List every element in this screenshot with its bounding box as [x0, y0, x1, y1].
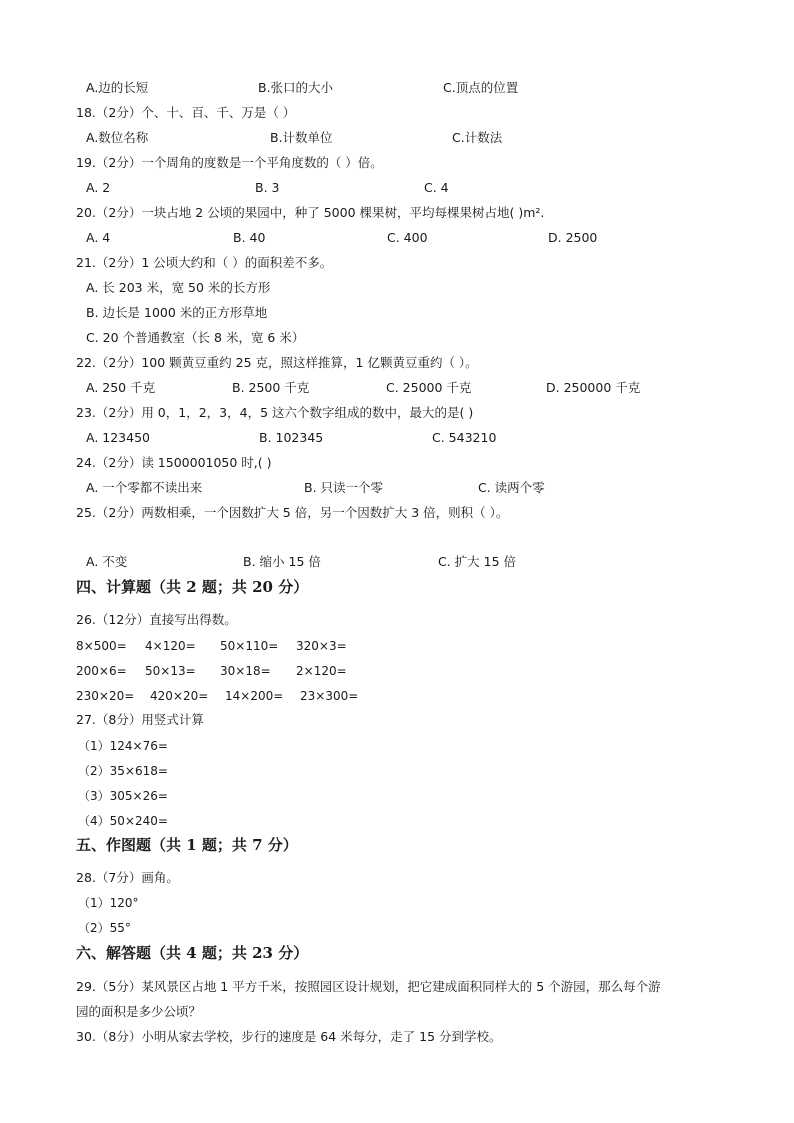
q28-stem: 28.（7分）画角。	[76, 870, 179, 885]
q22-option-d: D. 250000 千克	[546, 380, 641, 395]
q23-option-c: C. 543210	[432, 430, 497, 445]
q20-option-c: C. 400	[387, 230, 428, 245]
calc-item: 50×13=	[145, 664, 196, 678]
q21-option-c: C. 20 个普通教室（长 8 米，宽 6 米）	[86, 330, 305, 345]
q20-option-b: B. 40	[233, 230, 266, 245]
q18-option-c: C.计数法	[452, 130, 503, 145]
q20-stem: 20.（2分）一块占地 2 公顷的果园中，种了 5000 棵果树，平均每棵果树占地( )m².	[76, 205, 545, 220]
calc-item: 320×3=	[296, 639, 347, 653]
calc-item: 14×200=	[225, 689, 284, 703]
q25-option-a: A. 不变	[86, 554, 128, 569]
q19-option-b: B. 3	[255, 180, 280, 195]
calc-item: 8×500=	[76, 639, 127, 653]
q18-option-b: B.计数单位	[270, 130, 333, 145]
q17-option-b: B.张口的大小	[258, 80, 334, 95]
q30-stem: 30.（8分）小明从家去学校，步行的速度是 64 米每分，走了 15 分到学校。	[76, 1029, 502, 1044]
q29-line-2: 园的面积是多少公顷？	[76, 1004, 202, 1019]
calc-item: 230×20=	[76, 689, 135, 703]
q19-option-a: A. 2	[86, 180, 111, 195]
calc-item: 30×18=	[220, 664, 271, 678]
q23-option-b: B. 102345	[259, 430, 324, 445]
q17-option-c: C.顶点的位置	[443, 80, 519, 95]
q27-item: （4）50×240=	[78, 814, 168, 828]
section-heading-drawing: 五、作图题（共 1 题；共 7 分）	[76, 836, 298, 854]
q25-option-b: B. 缩小 15 倍	[243, 554, 321, 569]
q19-option-c: C. 4	[424, 180, 449, 195]
q25-option-c: C. 扩大 15 倍	[438, 554, 517, 569]
q27-item: （2）35×618=	[78, 764, 168, 778]
q24-option-a: A. 一个零都不读出来	[86, 480, 203, 495]
section-heading-word-problems: 六、解答题（共 4 题；共 23 分）	[76, 944, 309, 962]
q22-option-a: A. 250 千克	[86, 380, 156, 395]
q21-option-b: B. 边长是 1000 米的正方形草地	[86, 305, 268, 320]
calc-item: 2×120=	[296, 664, 347, 678]
q28-item: （2）55°	[78, 921, 131, 935]
q17-option-a: A.边的长短	[86, 80, 149, 95]
q27-item: （3）305×26=	[78, 789, 168, 803]
q27-item: （1）124×76=	[78, 739, 168, 753]
calc-item: 50×110=	[220, 639, 279, 653]
q21-option-a: A. 长 203 米，宽 50 米的长方形	[86, 280, 271, 295]
q28-item: （1）120°	[78, 896, 139, 910]
q23-option-a: A. 123450	[86, 430, 150, 445]
q23-stem: 23.（2分）用 0，1，2，3，4，5 这六个数字组成的数中，最大的是( )	[76, 405, 474, 420]
q26-stem: 26.（12分）直接写出得数。	[76, 612, 237, 627]
q21-stem: 21.（2分）1 公顷大约和（ ）的面积差不多。	[76, 255, 333, 270]
q20-option-d: D. 2500	[548, 230, 598, 245]
q18-option-a: A.数位名称	[86, 130, 149, 145]
calc-item: 200×6=	[76, 664, 127, 678]
q25-stem: 25.（2分）两数相乘，一个因数扩大 5 倍，另一个因数扩大 3 倍，则积（ ）。	[76, 505, 509, 520]
q20-option-a: A. 4	[86, 230, 111, 245]
q22-option-b: B. 2500 千克	[232, 380, 310, 395]
q24-option-b: B. 只读一个零	[304, 480, 384, 495]
q19-stem: 19.（2分）一个周角的度数是一个平角度数的（ ）倍。	[76, 155, 383, 170]
section-heading-calculation: 四、计算题（共 2 题；共 20 分）	[76, 578, 309, 596]
q29-line-1: 29.（5分）某风景区占地 1 平方千米，按照园区设计规划，把它建成面积同样大的 5 个游园，那么每个游	[76, 979, 661, 994]
q24-stem: 24.（2分）读 1500001050 时,( )	[76, 455, 272, 470]
q22-stem: 22.（2分）100 颗黄豆重约 25 克，照这样推算，1 亿颗黄豆重约（ ）。	[76, 355, 478, 370]
q22-option-c: C. 25000 千克	[386, 380, 472, 395]
q18-stem: 18.（2分）个、十、百、千、万是（ ）	[76, 105, 296, 120]
calc-item: 23×300=	[300, 689, 359, 703]
calc-item: 420×20=	[150, 689, 209, 703]
q27-stem: 27.（8分）用竖式计算	[76, 712, 204, 727]
calc-item: 4×120=	[145, 639, 196, 653]
q24-option-c: C. 读两个零	[478, 480, 545, 495]
